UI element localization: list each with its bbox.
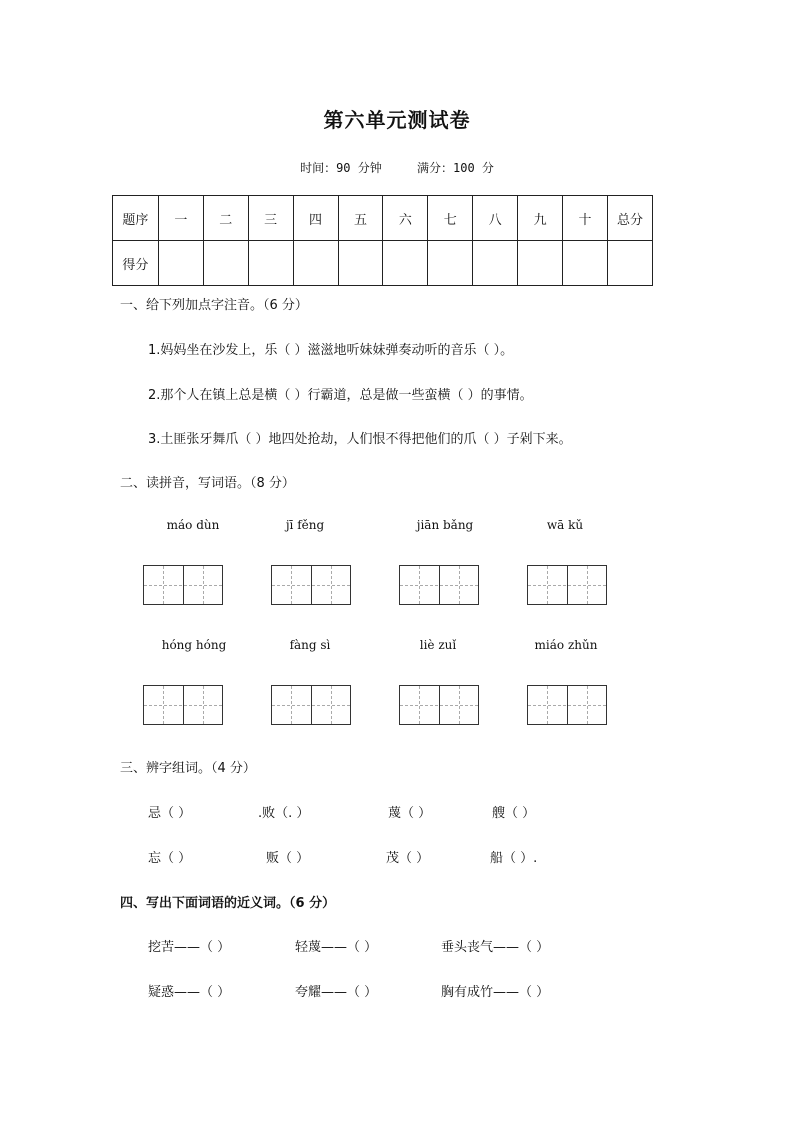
page-title: 第六单元测试卷 [323, 108, 471, 132]
pinyin-6: fàng sì [289, 638, 331, 652]
score-input-1[interactable] [158, 241, 203, 286]
synonym-3: 垂头丧气——（ ） [441, 940, 550, 955]
char-word-4: 艘（ ） [492, 806, 536, 821]
writing-grid-3[interactable] [399, 565, 479, 605]
score-cell-label: 题序 [113, 196, 159, 241]
score-cell-9: 九 [518, 196, 563, 241]
char-word-8: 船（ ）. [490, 851, 538, 866]
score-cell-5: 五 [338, 196, 383, 241]
score-cell-2: 二 [203, 196, 248, 241]
pinyin-5: hóng hóng [161, 638, 227, 652]
exam-total-score: 满分：100 分 [417, 161, 494, 175]
score-cell-1: 一 [158, 196, 203, 241]
writing-grid-2[interactable] [271, 565, 351, 605]
score-cell-total: 总分 [607, 196, 652, 241]
score-table-header-row [113, 196, 653, 241]
score-input-7[interactable] [428, 241, 473, 286]
pinyin-4: wā kǔ [546, 518, 584, 532]
char-word-3: 蔑（ ） [388, 806, 432, 821]
score-input-9[interactable] [518, 241, 563, 286]
pinyin-7: liè zuǐ [419, 638, 457, 652]
score-table-score-row [113, 241, 653, 286]
score-input-6[interactable] [383, 241, 428, 286]
writing-grid-5[interactable] [143, 685, 223, 725]
score-table [112, 195, 653, 286]
section-4-title: 四、写出下面词语的近义词。（6 分） [120, 896, 336, 911]
score-input-10[interactable] [563, 241, 608, 286]
score-input-5[interactable] [338, 241, 383, 286]
score-cell-8: 八 [473, 196, 518, 241]
pinyin-1: máo dùn [166, 518, 220, 532]
score-input-3[interactable] [248, 241, 293, 286]
char-word-7: 茂（ ） [386, 851, 430, 866]
synonym-6: 胸有成竹——（ ） [441, 985, 550, 1000]
section-3-title: 三、辨字组词。（4 分） [120, 761, 256, 776]
score-input-8[interactable] [473, 241, 518, 286]
pinyin-2: jī fěng [285, 518, 325, 532]
score-cell-4: 四 [293, 196, 338, 241]
synonym-5: 夸耀——（ ） [295, 985, 378, 1000]
char-word-5: 忘（ ） [148, 851, 192, 866]
section-1-line-2: 2.那个人在镇上总是横（ ）行霸道，总是做一些蛮横（ ）的事情。 [148, 388, 533, 403]
score-cell-3: 三 [248, 196, 293, 241]
writing-grid-7[interactable] [399, 685, 479, 725]
score-input-2[interactable] [203, 241, 248, 286]
score-input-total[interactable] [607, 241, 652, 286]
score-row-label: 得分 [113, 241, 159, 286]
score-cell-6: 六 [383, 196, 428, 241]
section-1-title: 一、给下列加点字注音。（6 分） [120, 298, 308, 313]
score-cell-10: 十 [563, 196, 608, 241]
writing-grid-4[interactable] [527, 565, 607, 605]
char-word-6: 贩（ ） [266, 851, 310, 866]
exam-time: 时间：90 分钟 [300, 161, 382, 175]
score-input-4[interactable] [293, 241, 338, 286]
char-word-1: 忌（ ） [148, 806, 192, 821]
score-cell-7: 七 [428, 196, 473, 241]
writing-grid-6[interactable] [271, 685, 351, 725]
section-1-line-1: 1.妈妈坐在沙发上，乐（ ）滋滋地听妹妹弹奏动听的音乐（ ）。 [148, 343, 514, 358]
pinyin-8: miáo zhǔn [534, 638, 598, 652]
section-1-line-3: 3.土匪张牙舞爪（ ）地四处抢劫，人们恨不得把他们的爪（ ）子剁下来。 [148, 432, 572, 447]
writing-grid-1[interactable] [143, 565, 223, 605]
exam-meta [0, 159, 794, 176]
synonym-2: 轻蔑——（ ） [295, 940, 378, 955]
pinyin-3: jiān bǎng [416, 518, 474, 532]
synonym-1: 挖苦——（ ） [148, 940, 231, 955]
char-word-2: .败（. ） [258, 806, 310, 821]
writing-grid-8[interactable] [527, 685, 607, 725]
synonym-4: 疑惑——（ ） [148, 985, 231, 1000]
section-2-title: 二、读拼音，写词语。（8 分） [120, 476, 295, 491]
